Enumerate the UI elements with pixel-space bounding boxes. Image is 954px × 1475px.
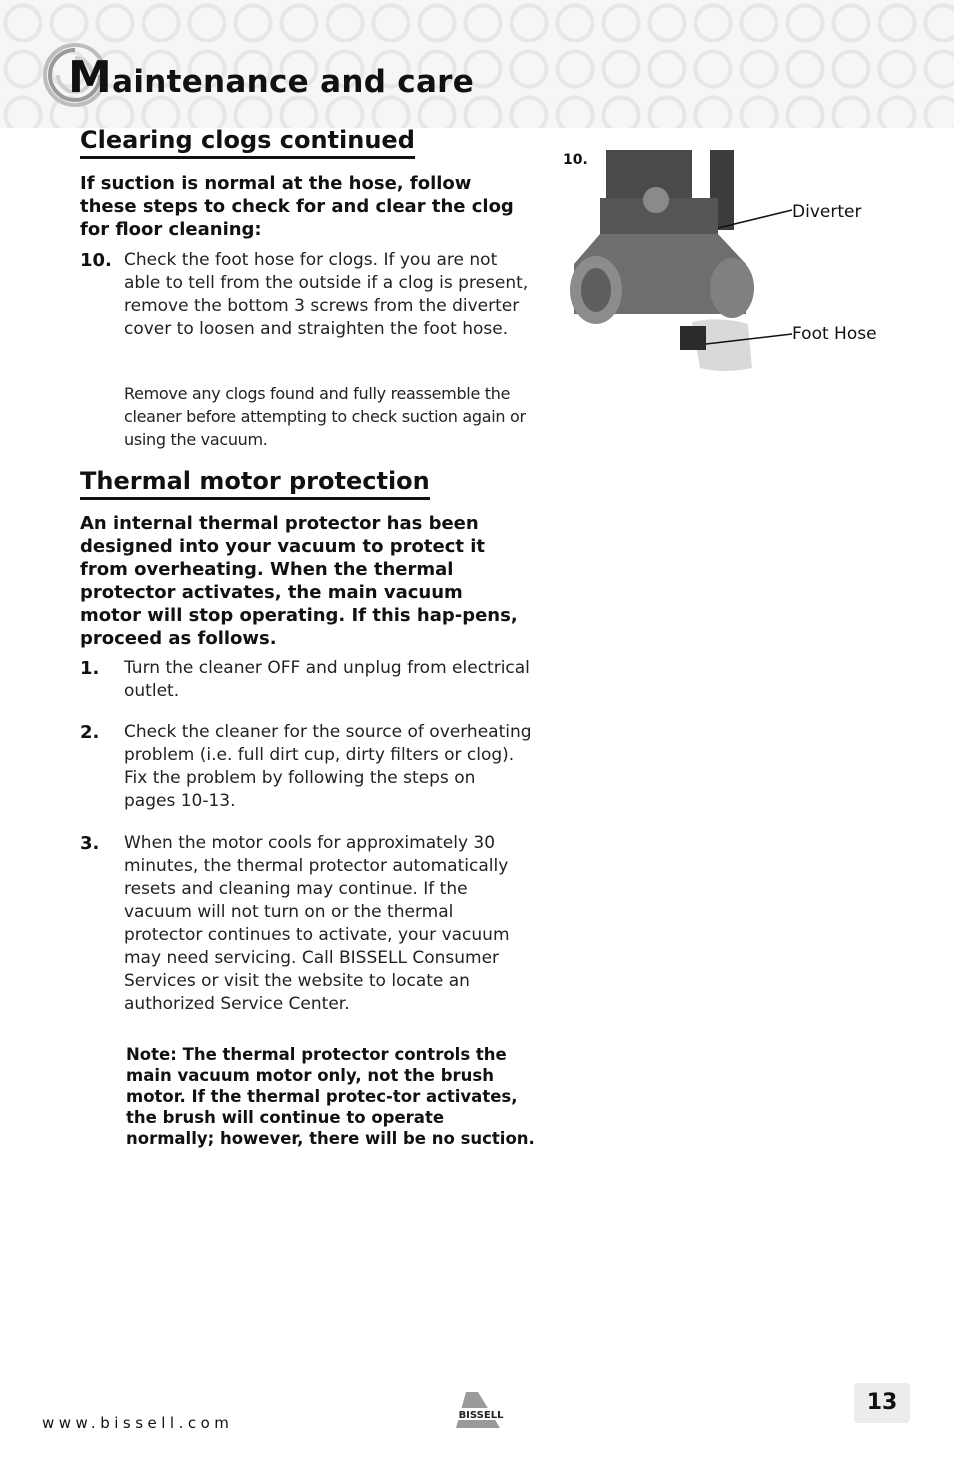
step-10 bbox=[80, 249, 532, 341]
step-number: 2. bbox=[80, 722, 100, 743]
footer-url: www.bissell.com bbox=[42, 1414, 234, 1432]
step-text: Check the foot hose for clogs. If you are not able to tell from the outside if a clog is present, remove the bottom 3 screws from the diverter cover to loosen and straighten the foot hose. bbox=[124, 250, 529, 339]
step-10-followup: Remove any clogs found and fully reassemble the cleaner before attempting to check suction again or using the vacuum. bbox=[124, 384, 526, 449]
thermal-step-3 bbox=[80, 832, 532, 1016]
step-text: When the motor cools for approximately 30 minutes, the thermal protector automatically resets and cleaning may continue. If the vacuum will not turn on or the thermal protector continues to activate, your vacuum may need servicing. Call BISSELL Consumer Services or visit the website to locate an authorized Service Center. bbox=[124, 833, 510, 1014]
clogs-heading: Clearing clogs continued bbox=[80, 126, 415, 159]
page-number: 13 bbox=[854, 1383, 910, 1423]
figure-number: 10. bbox=[563, 152, 588, 168]
thermal-step-1 bbox=[80, 657, 532, 703]
step-number: 3. bbox=[80, 833, 100, 854]
callout-diverter: Diverter bbox=[792, 202, 862, 222]
step-number: 10. bbox=[80, 250, 112, 271]
bissell-logo-icon bbox=[448, 1388, 514, 1432]
thermal-heading: Thermal motor protection bbox=[80, 467, 430, 500]
step-text: Check the cleaner for the source of overheating problem (i.e. full dirt cup, dirty filters or clog). Fix the problem by following the steps on pages 10-13. bbox=[124, 722, 532, 811]
callout-foot-hose: Foot Hose bbox=[792, 324, 877, 344]
brand-wordmark: BISSELL bbox=[458, 1410, 504, 1421]
step-text: Turn the cleaner OFF and unplug from electrical outlet. bbox=[124, 658, 530, 701]
thermal-lead: An internal thermal protector has been designed into your vacuum to protect it from overheating. When the thermal protector activates, the main vacuum motor will stop operating. If this hap-pens, proceed as follows. bbox=[80, 513, 518, 649]
step-number: 1. bbox=[80, 658, 100, 679]
thermal-step-2 bbox=[80, 721, 532, 813]
clogs-lead: If suction is normal at the hose, follow these steps to check for and clear the clog for floor cleaning: bbox=[80, 173, 514, 240]
thermal-note: Note: The thermal protector controls the main vacuum motor only, not the brush motor. If the thermal protec-tor activates, the brush will continue to operate normally; however, there will be no suction. bbox=[126, 1045, 535, 1148]
page-title: Maintenance and care bbox=[68, 52, 475, 103]
